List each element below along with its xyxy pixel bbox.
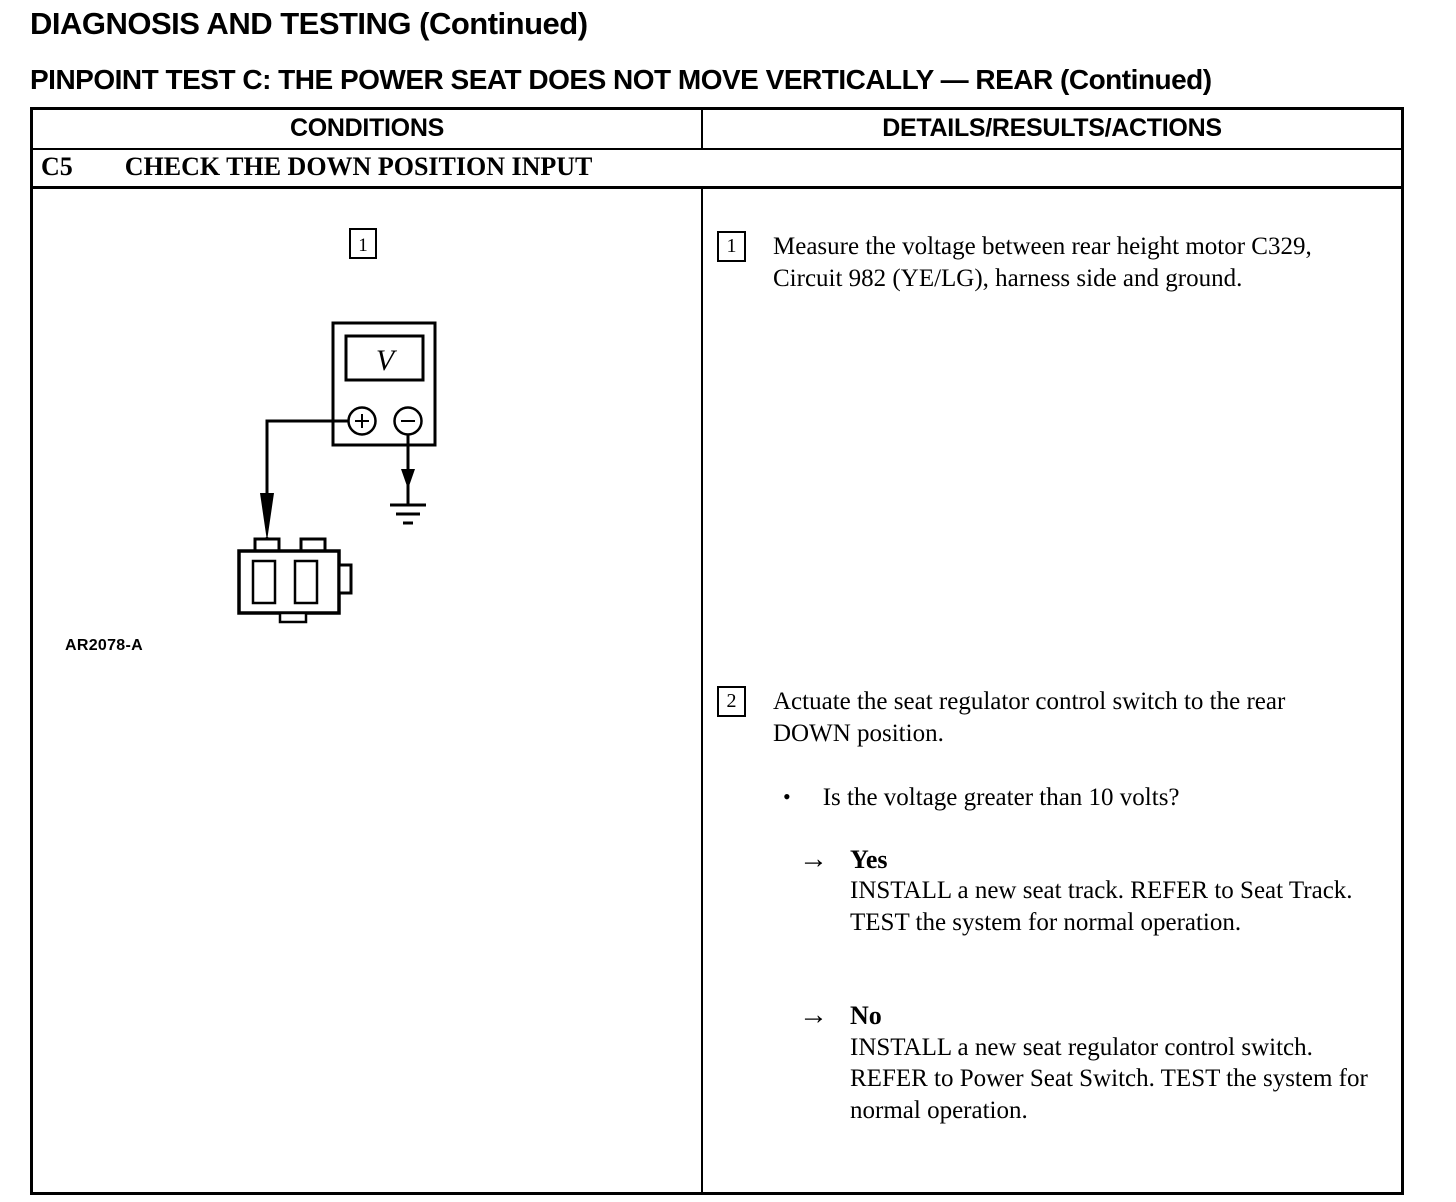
step-2: [717, 686, 1391, 750]
result-no-action: INSTALL a new seat regulator control switch. REFER to Power Seat Switch. TEST the system for normal operation.: [850, 1033, 1368, 1125]
result-yes: [717, 844, 1391, 939]
pinpoint-test-table: [30, 107, 1404, 1195]
figure-callout-number: 1: [358, 234, 368, 256]
test-step-code: C5: [41, 151, 73, 181]
result-yes-body: [850, 844, 1391, 939]
ground-lead: [390, 434, 426, 523]
step-2-number-box: 2: [717, 686, 746, 717]
plus-terminal-icon: [349, 407, 376, 434]
pinpoint-test-title: PINPOINT TEST C: THE POWER SEAT DOES NOT MOVE VERTICALLY — REAR (Continued): [30, 63, 1212, 95]
voltmeter-icon: [333, 323, 435, 445]
question-row: [717, 782, 1391, 814]
arrow-right-icon: →: [799, 999, 828, 1032]
result-no-body: [850, 1000, 1391, 1126]
result-no-label: No: [850, 1001, 882, 1031]
ground-symbol-icon: [390, 505, 426, 523]
table-body: [33, 189, 1401, 1192]
result-yes-label: Yes: [850, 844, 888, 874]
test-step-title: CHECK THE DOWN POSITION INPUT: [124, 151, 593, 181]
step-1-number-box: 1: [717, 231, 746, 262]
connector-icon: [239, 539, 351, 622]
arrow-right-icon: →: [799, 842, 828, 875]
step-1-text: Measure the voltage between rear height motor C329, Circuit 982 (YE/LG), harness side and ground.: [773, 232, 1312, 292]
minus-terminal-icon: [395, 407, 422, 434]
test-step-row-header: [33, 150, 1401, 189]
section-title: DIAGNOSIS AND TESTING (Continued): [30, 6, 588, 41]
details-column-header: DETAILS/RESULTS/ACTIONS: [882, 113, 1222, 142]
step-1: [717, 231, 1391, 295]
table-header-row: [33, 110, 1401, 150]
figure-callout-box: [350, 229, 376, 258]
bullet-icon: •: [783, 783, 791, 809]
result-yes-action: INSTALL a new seat track. REFER to Seat Track. TEST the system for normal operation.: [850, 876, 1353, 936]
step-2-text: Actuate the seat regulator control switch to the rear DOWN position.: [773, 688, 1286, 748]
details-cell: [703, 189, 1401, 1192]
conditions-column-header: CONDITIONS: [33, 110, 703, 148]
figure-id-label: AR2078-A: [65, 636, 143, 654]
question-text: Is the voltage greater than 10 volts?: [822, 783, 1180, 811]
conditions-cell: [33, 189, 703, 1192]
probe-tip-icon: [260, 493, 274, 541]
result-no: [717, 1000, 1391, 1126]
voltmeter-display-label: V: [375, 343, 395, 377]
voltmeter-test-figure: [33, 189, 703, 669]
